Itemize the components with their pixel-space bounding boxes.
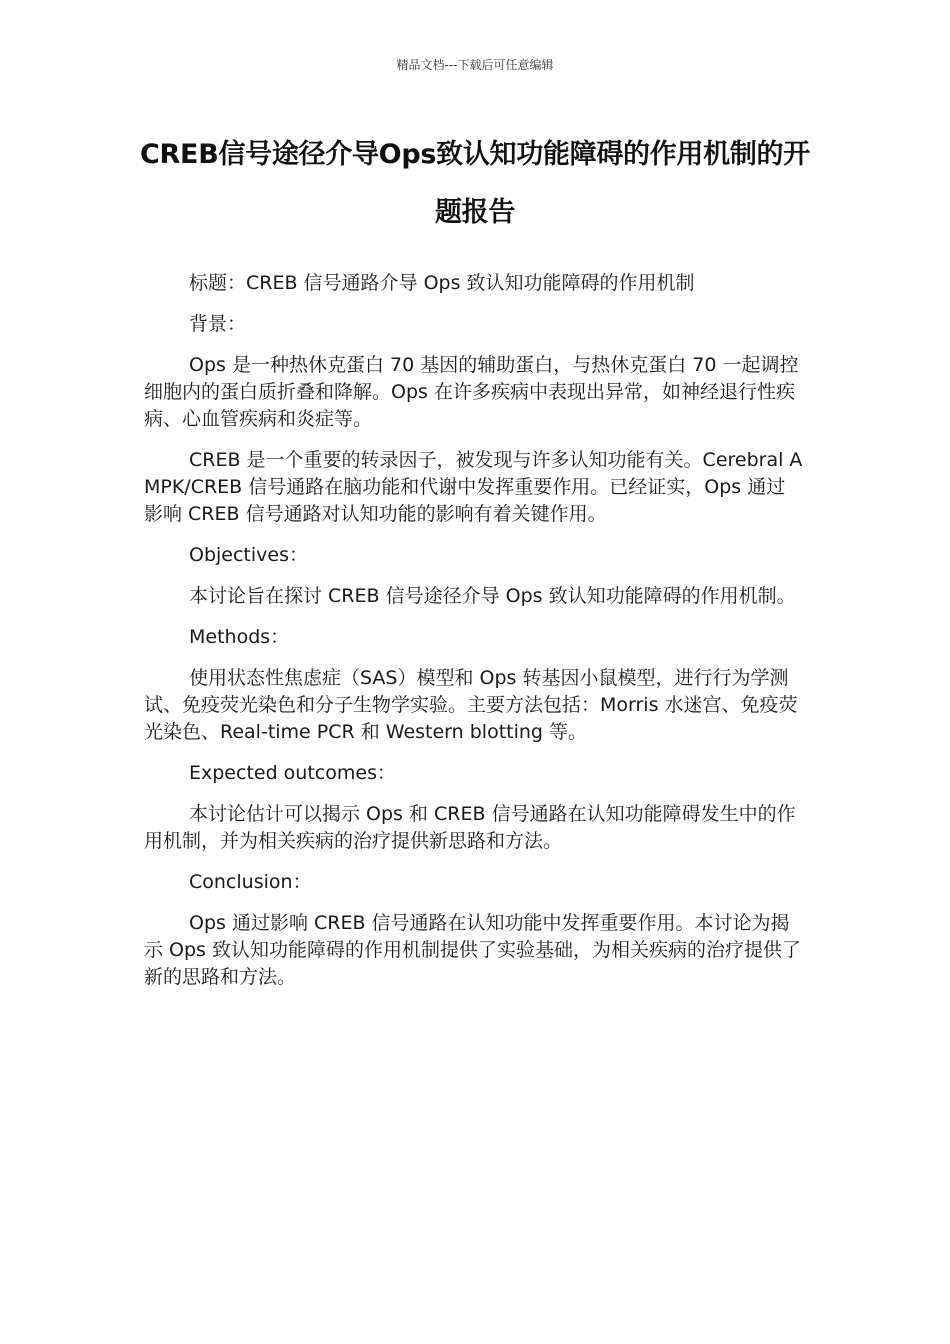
outcomes-paragraph: 本讨论估计可以揭示 Ops 和 CREB 信号通路在认知功能障碍发生中的作用机制，并为相关疾病的治疗提供新思路和方法。 [144,803,796,852]
page-title: CREB信号途径介导Ops致认知功能障碍的作用机制的开题报告 [140,139,810,228]
conclusion-paragraph: Ops 通过影响 CREB 信号通路在认知功能中发挥重要作用。本讨论为揭示 Ops 致认知功能障碍的作用机制提供了实验基础，为相关疾病的治疗提供了新的思路和方法。 [144,912,801,988]
methods-label: Methods： [189,626,290,648]
outcomes-label: Expected outcomes： [189,762,396,784]
document-body [144,270,804,1005]
background-label: 背景： [189,313,247,335]
objectives-label: Objectives： [189,544,308,566]
background-paragraph-1: Ops 是一种热休克蛋白 70 基因的辅助蛋白，与热休克蛋白 70 一起调控细胞内的蛋白质折叠和降解。Ops 在许多疾病中表现出异常，如神经退行性疾病、心血管疾病和炎症等。 [144,354,799,430]
conclusion-label: Conclusion： [189,871,312,893]
background-paragraph-2: CREB 是一个重要的转录因子，被发现与许多认知功能有关。Cerebral AMPK/CREB 信号通路在脑功能和代谢中发挥重要作用。已经证实，Ops 通过影响 CREB 信号通路对认知功能的影响有着关键作用。 [144,449,803,525]
objectives-paragraph: 本讨论旨在探讨 CREB 信号途径介导 Ops 致认知功能障碍的作用机制。 [189,585,796,607]
methods-paragraph: 使用状态性焦虑症（SAS）模型和 Ops 转基因小鼠模型，进行行为学测试、免疫荧光染色和分子生物学实验。主要方法包括：Morris 水迷宫、免疫荧光染色、Real-time PCR 和 Western blotting 等。 [144,667,798,743]
header-note: 精品文档---下载后可任意编辑 [396,58,554,72]
title-line: 标题：CREB 信号通路介导 Ops 致认知功能障碍的作用机制 [189,272,695,294]
